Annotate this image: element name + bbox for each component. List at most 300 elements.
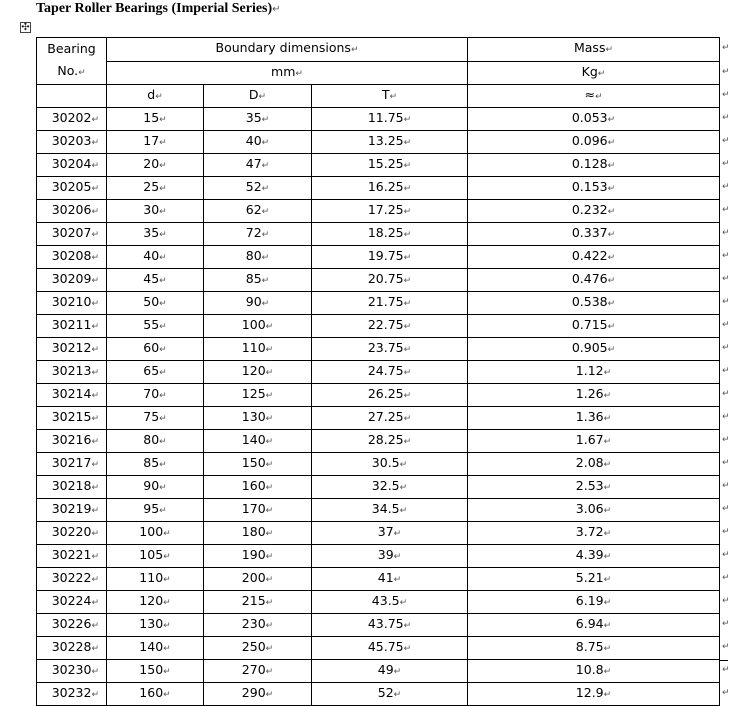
approx-label: ≈ <box>584 87 595 102</box>
paragraph-mark: ↵ <box>603 575 612 585</box>
paragraph-mark: ↵ <box>159 184 167 194</box>
paragraph-mark: ↵ <box>91 207 99 217</box>
mass-cell <box>468 223 720 246</box>
d-cell-value: 70 <box>143 386 160 401</box>
bearing-no-cell <box>37 223 107 246</box>
paragraph-mark: ↵ <box>159 437 167 447</box>
paragraph-mark: ↵ <box>272 4 281 15</box>
d-cell <box>107 338 204 361</box>
row-end-mark: ↵ <box>722 596 730 606</box>
paragraph-mark: ↵ <box>159 460 167 470</box>
T-cell <box>312 453 468 476</box>
row-end-mark: ↵ <box>722 228 730 238</box>
paragraph-mark: ↵ <box>603 368 612 378</box>
mass-cell <box>468 522 720 545</box>
paragraph-mark: ↵ <box>91 322 99 332</box>
paragraph-mark: ↵ <box>265 621 274 631</box>
paragraph-mark: ↵ <box>295 68 303 79</box>
paragraph-mark: ↵ <box>91 161 99 171</box>
paragraph-mark: ↵ <box>594 92 603 102</box>
T-cell-value: 22.75 <box>367 317 404 332</box>
d-cell-value: 100 <box>139 524 164 539</box>
mass-cell <box>468 683 720 706</box>
paragraph-mark: ↵ <box>603 667 612 677</box>
boundary-dimensions-header <box>107 38 468 62</box>
paragraph-mark: ↵ <box>265 529 274 539</box>
bearing-no-cell-value: 30215 <box>51 409 92 424</box>
T-cell <box>312 660 468 683</box>
mass-cell-value: 0.053 <box>571 110 608 125</box>
d-cell-value: 15 <box>143 110 160 125</box>
header-row-1 <box>37 38 720 62</box>
mass-cell <box>468 177 720 200</box>
paragraph-mark: ↵ <box>159 207 167 217</box>
mass-cell-value: 1.12 <box>575 363 604 378</box>
document-title <box>36 1 281 17</box>
table-row <box>37 637 720 660</box>
table-row <box>37 200 720 223</box>
paragraph-mark: ↵ <box>265 368 274 378</box>
paragraph-mark: ↵ <box>91 621 99 631</box>
T-cell-value: 13.25 <box>367 133 404 148</box>
paragraph-mark: ↵ <box>163 690 171 700</box>
paragraph-mark: ↵ <box>159 115 167 125</box>
paragraph-mark: ↵ <box>393 690 402 700</box>
paragraph-mark: ↵ <box>265 552 274 562</box>
T-cell-value: 37 <box>377 524 394 539</box>
paragraph-mark: ↵ <box>393 575 402 585</box>
D-cell <box>204 361 312 384</box>
paragraph-mark: ↵ <box>603 506 612 516</box>
bearing-no-cell <box>37 407 107 430</box>
d-cell-value: 50 <box>143 294 160 309</box>
D-cell <box>204 292 312 315</box>
mass-cell <box>468 108 720 131</box>
D-cell <box>204 338 312 361</box>
paragraph-mark: ↵ <box>91 276 99 286</box>
mass-cell-value: 0.128 <box>571 156 608 171</box>
mass-cell-value: 0.096 <box>571 133 608 148</box>
D-cell <box>204 660 312 683</box>
bearing-no-cell <box>37 453 107 476</box>
paragraph-mark: ↵ <box>261 276 270 286</box>
d-cell <box>107 269 204 292</box>
d-label: d <box>147 87 156 102</box>
bearing-no-cell <box>37 246 107 269</box>
d-cell <box>107 223 204 246</box>
paragraph-mark: ↵ <box>403 345 412 355</box>
d-cell <box>107 430 204 453</box>
d-cell <box>107 637 204 660</box>
D-cell-value: 150 <box>241 455 266 470</box>
bearing-no-cell-value: 30203 <box>51 133 92 148</box>
T-cell <box>312 154 468 177</box>
D-cell <box>204 200 312 223</box>
bearing-no-cell-value: 30224 <box>51 593 92 608</box>
paragraph-mark: ↵ <box>403 299 412 309</box>
bearing-no-cell <box>37 499 107 522</box>
T-cell <box>312 683 468 706</box>
d-header <box>107 85 204 108</box>
mass-cell <box>468 499 720 522</box>
paragraph-mark: ↵ <box>403 437 412 447</box>
bearing-no-cell-value: 30230 <box>51 662 92 677</box>
D-label: D <box>248 87 259 102</box>
mass-cell <box>468 568 720 591</box>
T-cell-value: 18.25 <box>367 225 404 240</box>
D-cell <box>204 177 312 200</box>
paragraph-mark: ↵ <box>163 598 171 608</box>
paragraph-mark: ↵ <box>403 391 412 401</box>
paragraph-mark: ↵ <box>603 644 612 654</box>
d-cell-value: 75 <box>143 409 160 424</box>
D-cell-value: 160 <box>241 478 266 493</box>
mass-cell <box>468 660 720 683</box>
paragraph-mark: ↵ <box>159 276 167 286</box>
paragraph-mark: ↵ <box>403 368 412 378</box>
paragraph-mark: ↵ <box>350 45 359 56</box>
paragraph-mark: ↵ <box>603 552 612 562</box>
paragraph-mark: ↵ <box>403 115 412 125</box>
mass-cell <box>468 315 720 338</box>
row-end-mark: ↵ <box>722 366 730 376</box>
paragraph-mark: ↵ <box>91 506 99 516</box>
d-cell-value: 130 <box>139 616 164 631</box>
mass-cell-value: 0.715 <box>571 317 608 332</box>
bearing-no-cell-value: 30232 <box>51 685 92 700</box>
table-row <box>37 338 720 361</box>
bearing-no-cell <box>37 131 107 154</box>
paragraph-mark: ↵ <box>393 529 402 539</box>
row-end-mark: ↵ <box>722 642 730 652</box>
mass-cell <box>468 407 720 430</box>
mass-cell-value: 8.75 <box>575 639 604 654</box>
D-cell-value: 47 <box>245 156 262 171</box>
paragraph-mark: ↵ <box>258 92 267 102</box>
row-end-mark: ↵ <box>722 343 730 353</box>
bearing-no-cell <box>37 522 107 545</box>
table-row <box>37 384 720 407</box>
d-cell <box>107 545 204 568</box>
paragraph-mark: ↵ <box>163 621 171 631</box>
d-cell <box>107 453 204 476</box>
paragraph-mark: ↵ <box>163 644 171 654</box>
paragraph-mark: ↵ <box>91 115 99 125</box>
d-cell <box>107 660 204 683</box>
D-cell <box>204 522 312 545</box>
T-cell-value: 41 <box>377 570 394 585</box>
d-cell <box>107 246 204 269</box>
row-end-mark: ↵ <box>722 205 730 215</box>
bearing-no-cell-value: 30212 <box>51 340 92 355</box>
paragraph-mark: ↵ <box>91 644 99 654</box>
bearing-no-cell-value: 30204 <box>51 156 92 171</box>
bearing-no-cell <box>37 154 107 177</box>
D-cell <box>204 591 312 614</box>
bearing-no-cell <box>37 476 107 499</box>
paragraph-mark: ↵ <box>159 253 167 263</box>
row-end-mark: ↵ <box>722 136 730 146</box>
bearing-header-line1: Bearing <box>47 41 96 56</box>
paragraph-mark: ↵ <box>603 437 612 447</box>
bearing-no-cell-value: 30205 <box>51 179 92 194</box>
mass-cell-value: 0.905 <box>571 340 608 355</box>
paragraph-mark: ↵ <box>91 552 99 562</box>
blank-header-cell <box>37 85 107 108</box>
D-cell <box>204 384 312 407</box>
paragraph-mark: ↵ <box>159 483 167 493</box>
paragraph-mark: ↵ <box>91 184 99 194</box>
table-row <box>37 131 720 154</box>
T-cell <box>312 246 468 269</box>
row-end-mark: ↵ <box>722 619 730 629</box>
paragraph-mark: ↵ <box>265 644 274 654</box>
T-cell-value: 27.25 <box>367 409 404 424</box>
mass-cell <box>468 269 720 292</box>
row-end-mark: ↵ <box>722 159 730 169</box>
D-cell-value: 180 <box>241 524 266 539</box>
T-cell-value: 17.25 <box>367 202 404 217</box>
row-end-mark: ↵ <box>722 458 730 468</box>
d-cell-value: 30 <box>143 202 160 217</box>
bearing-no-cell-value: 30213 <box>51 363 92 378</box>
D-cell-value: 290 <box>241 685 266 700</box>
paragraph-mark: ↵ <box>607 161 616 171</box>
row-end-mark: ↵ <box>722 43 730 53</box>
paragraph-mark: ↵ <box>265 575 274 585</box>
table-row <box>37 407 720 430</box>
paragraph-mark: ↵ <box>393 552 402 562</box>
T-cell <box>312 384 468 407</box>
bearing-no-cell <box>37 269 107 292</box>
d-cell-value: 20 <box>143 156 160 171</box>
paragraph-mark: ↵ <box>91 690 99 700</box>
d-cell-value: 140 <box>139 639 164 654</box>
paragraph-mark: ↵ <box>261 230 270 240</box>
paragraph-mark: ↵ <box>159 230 167 240</box>
paragraph-mark: ↵ <box>159 322 167 332</box>
mass-cell <box>468 131 720 154</box>
bearing-no-cell-value: 30218 <box>51 478 92 493</box>
bearing-no-cell <box>37 361 107 384</box>
paragraph-mark: ↵ <box>159 391 167 401</box>
paragraph-mark: ↵ <box>607 230 616 240</box>
table-row <box>37 269 720 292</box>
paragraph-mark: ↵ <box>91 598 99 608</box>
T-cell-value: 30.5 <box>371 455 400 470</box>
paragraph-mark: ↵ <box>91 575 99 585</box>
mass-cell-value: 10.8 <box>575 662 604 677</box>
D-cell <box>204 407 312 430</box>
paragraph-mark: ↵ <box>403 253 412 263</box>
bearing-table <box>36 37 720 706</box>
mass-cell-value: 6.94 <box>575 616 604 631</box>
T-cell-value: 20.75 <box>367 271 404 286</box>
d-cell <box>107 154 204 177</box>
T-cell <box>312 269 468 292</box>
d-cell-value: 90 <box>143 478 160 493</box>
d-cell-value: 25 <box>143 179 160 194</box>
mass-cell <box>468 476 720 499</box>
d-cell <box>107 177 204 200</box>
d-cell <box>107 568 204 591</box>
D-cell-value: 62 <box>245 202 262 217</box>
bearing-no-cell <box>37 591 107 614</box>
paragraph-mark: ↵ <box>607 253 616 263</box>
mass-cell <box>468 591 720 614</box>
D-cell-value: 140 <box>241 432 266 447</box>
bearing-no-cell-value: 30214 <box>51 386 92 401</box>
table-row <box>37 292 720 315</box>
paragraph-mark: ↵ <box>91 483 99 493</box>
bearing-no-cell-value: 30209 <box>51 271 92 286</box>
d-cell <box>107 614 204 637</box>
paragraph-mark: ↵ <box>91 345 99 355</box>
T-cell <box>312 476 468 499</box>
bearing-no-cell <box>37 545 107 568</box>
mass-cell-value: 0.153 <box>571 179 608 194</box>
d-cell-value: 85 <box>143 455 160 470</box>
D-cell <box>204 315 312 338</box>
paragraph-mark: ↵ <box>399 483 408 493</box>
paragraph-mark: ↵ <box>603 529 612 539</box>
paragraph-mark: ↵ <box>265 345 274 355</box>
table-move-handle-icon[interactable]: ✣ <box>21 22 30 33</box>
paragraph-mark: ↵ <box>403 230 412 240</box>
paragraph-mark: ↵ <box>399 598 408 608</box>
table-row <box>37 683 720 706</box>
d-cell-value: 105 <box>139 547 164 562</box>
mass-cell <box>468 430 720 453</box>
paragraph-mark: ↵ <box>597 68 606 79</box>
row-end-mark: ↵ <box>722 481 730 491</box>
T-cell <box>312 499 468 522</box>
row-end-mark: ↵ <box>722 66 730 77</box>
paragraph-mark: ↵ <box>607 115 616 125</box>
header-row-3 <box>37 85 720 108</box>
D-cell-value: 230 <box>241 616 266 631</box>
paragraph-mark: ↵ <box>403 276 412 286</box>
paragraph-mark: ↵ <box>603 690 612 700</box>
D-cell-value: 52 <box>245 179 262 194</box>
paragraph-mark: ↵ <box>403 184 412 194</box>
D-cell-value: 110 <box>241 340 266 355</box>
paragraph-mark: ↵ <box>261 207 270 217</box>
D-cell-value: 200 <box>241 570 266 585</box>
paragraph-mark: ↵ <box>91 529 99 539</box>
D-cell <box>204 269 312 292</box>
paragraph-mark: ↵ <box>261 115 270 125</box>
bearing-no-cell <box>37 292 107 315</box>
paragraph-mark: ↵ <box>603 621 612 631</box>
bearing-no-cell <box>37 200 107 223</box>
D-cell <box>204 683 312 706</box>
mass-cell-value: 4.39 <box>575 547 604 562</box>
paragraph-mark: ↵ <box>403 322 412 332</box>
D-cell-value: 35 <box>245 110 262 125</box>
table-row <box>37 430 720 453</box>
paragraph-mark: ↵ <box>159 299 167 309</box>
T-cell-value: 34.5 <box>371 501 400 516</box>
mass-cell <box>468 246 720 269</box>
d-cell <box>107 200 204 223</box>
paragraph-mark: ↵ <box>261 138 270 148</box>
mass-cell-value: 6.19 <box>575 593 604 608</box>
d-cell-value: 55 <box>143 317 160 332</box>
T-cell <box>312 292 468 315</box>
D-cell-value: 40 <box>245 133 262 148</box>
paragraph-mark: ↵ <box>403 644 412 654</box>
row-end-mark: ↵ <box>722 573 730 583</box>
d-cell-value: 120 <box>139 593 164 608</box>
paragraph-mark: ↵ <box>603 391 612 401</box>
bearing-no-cell-value: 30228 <box>51 639 92 654</box>
d-cell <box>107 315 204 338</box>
title-text: Taper Roller Bearings (Imperial Series) <box>36 1 273 16</box>
bearing-no-header <box>37 38 107 85</box>
T-cell <box>312 338 468 361</box>
paragraph-mark: ↵ <box>163 575 171 585</box>
D-cell-value: 125 <box>241 386 266 401</box>
T-cell <box>312 177 468 200</box>
paragraph-mark: ↵ <box>399 506 408 516</box>
D-cell-value: 85 <box>245 271 262 286</box>
mass-cell-value: 0.476 <box>571 271 608 286</box>
mass-header <box>468 38 720 62</box>
T-cell <box>312 407 468 430</box>
bearing-no-cell-value: 30202 <box>51 110 92 125</box>
mass-cell-value: 1.67 <box>575 432 604 447</box>
kg-unit-header <box>468 61 720 85</box>
T-cell <box>312 637 468 660</box>
paragraph-mark: ↵ <box>403 138 412 148</box>
paragraph-mark: ↵ <box>159 414 167 424</box>
d-cell-value: 35 <box>143 225 160 240</box>
paragraph-mark: ↵ <box>399 460 408 470</box>
row-end-mark: ↵ <box>722 504 730 514</box>
bearing-no-cell-value: 30226 <box>51 616 92 631</box>
bearing-no-cell-value: 30207 <box>51 225 92 240</box>
paragraph-mark: ↵ <box>91 460 99 470</box>
paragraph-mark: ↵ <box>607 184 616 194</box>
paragraph-mark: ↵ <box>403 414 412 424</box>
table-row <box>37 591 720 614</box>
paragraph-mark: ↵ <box>261 299 270 309</box>
paragraph-mark: ↵ <box>607 299 616 309</box>
mass-cell-value: 3.06 <box>575 501 604 516</box>
mass-cell <box>468 637 720 660</box>
paragraph-mark: ↵ <box>159 138 167 148</box>
bearing-no-cell-value: 30206 <box>51 202 92 217</box>
table-row <box>37 246 720 269</box>
paragraph-mark: ↵ <box>607 138 616 148</box>
paragraph-mark: ↵ <box>603 483 612 493</box>
T-cell-value: 45.75 <box>367 639 404 654</box>
paragraph-mark: ↵ <box>393 667 402 677</box>
paragraph-mark: ↵ <box>605 45 614 56</box>
d-cell-value: 65 <box>143 363 160 378</box>
T-cell-value: 52 <box>377 685 394 700</box>
header-row-2 <box>37 61 720 85</box>
row-end-mark: ↵ <box>722 182 730 192</box>
d-cell <box>107 131 204 154</box>
D-cell <box>204 637 312 660</box>
mass-cell <box>468 361 720 384</box>
T-cell <box>312 522 468 545</box>
T-cell-value: 43.5 <box>371 593 400 608</box>
table-row <box>37 568 720 591</box>
paragraph-mark: ↵ <box>91 437 99 447</box>
